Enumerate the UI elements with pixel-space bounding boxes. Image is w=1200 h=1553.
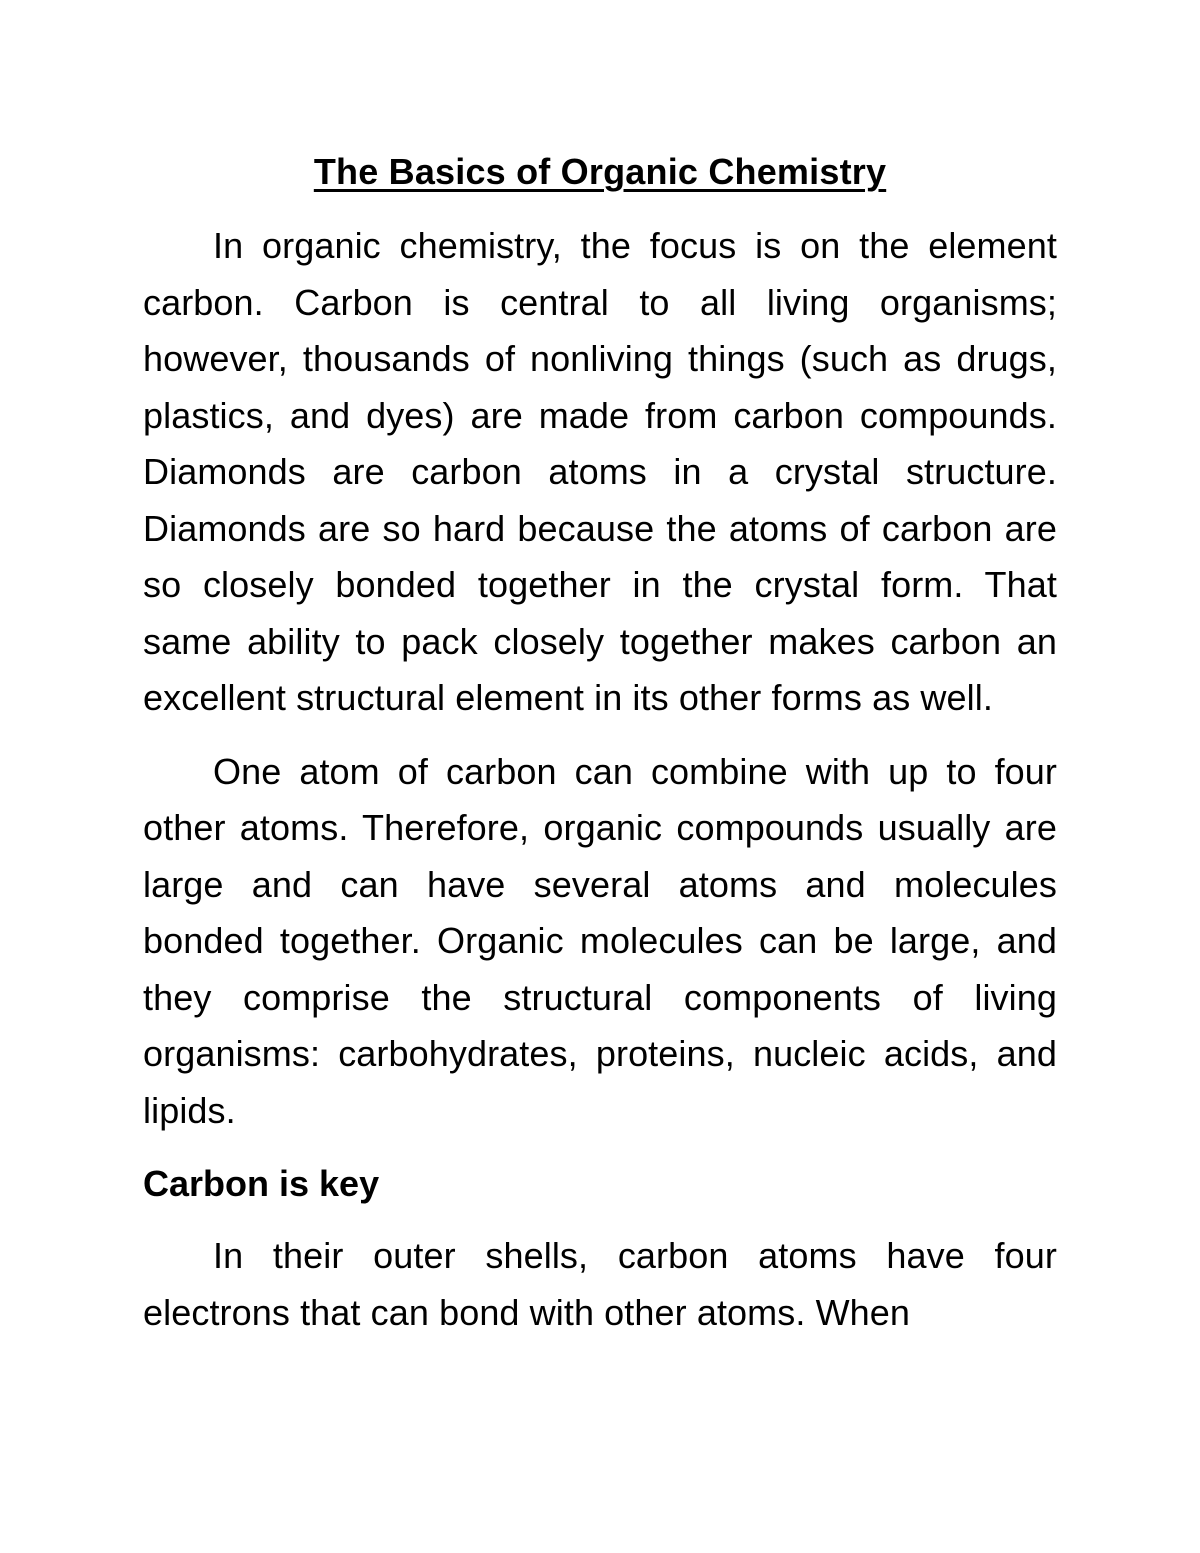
paragraph-carbon-focus: In organic chemistry, the focus is on the element carbon. Carbon is central to all living organisms; however, thousands of nonliving things (such as drugs, plastics, and dyes) are made from carbon compounds. Diamonds are carbon atoms in a crystal structure. Diamonds are so hard because the atoms of carbon are so closely bonded together in the crystal form. That same ability to pack closely together makes carbon an excellent structural element in its other forms as well. xyxy=(143,225,1057,718)
section-heading: Carbon is key xyxy=(143,1163,380,1204)
paragraph-carbon-bonding: One atom of carbon can combine with up to four other atoms. Therefore, organic compounds usually are large and can have several atoms and molecules bonded together. Organic molecules can be large, and they comprise the structural components of living organisms: carbohydrates, proteins, nucleic acids, and lipids. xyxy=(143,750,1057,1131)
paragraph-outer-shells: In their outer shells, carbon atoms have four electrons that can bond with other atoms. When xyxy=(143,1235,1057,1333)
document-body xyxy=(143,148,1057,1341)
document-title: The Basics of Organic Chemistry xyxy=(313,151,887,192)
